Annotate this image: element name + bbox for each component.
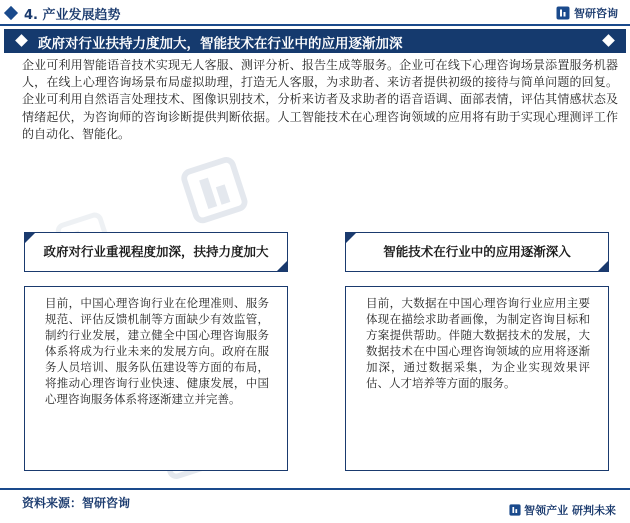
left-panel-heading-text: 政府对行业重视程度加深，扶持力度加大: [43, 244, 269, 259]
right-panel-body: 目前，大数据在中国心理咨询行业应用主要体现在描绘求助者画像，为制定咨询目标和方案提供帮助。伴随大数据技术的发展，大数据技术在中国心理咨询领域的应用将逐渐加深，通过数据采集，为企业实现效果评估、人才培养等方面的服务。: [366, 296, 590, 390]
right-panel-heading-text: 智能技术在行业中的应用逐渐深入: [383, 244, 571, 259]
banner-diamond-icon: [602, 34, 615, 47]
left-panel-heading: [24, 232, 288, 272]
section-title: 4. 产业发展趋势: [24, 8, 121, 23]
footer-slogan: [509, 502, 616, 518]
corner-triangle-icon: [597, 260, 609, 272]
brand: [556, 5, 618, 21]
footer-slogan-text: 智领产业 研判未来: [524, 504, 616, 517]
corner-triangle-icon: [345, 232, 357, 244]
intro-paragraph: 企业可利用智能语音技术实现无人客服、测评分析、报告生成等服务。企业可在线下心理咨询场景添置服务机器人，在线上心理咨询场景布局虚拟助理，打造无人客服，为求助者、来访者提供初级的接待与简单问题的回复。企业可利用自然语言处理技术、图像识别技术，分析来访者及求助者的语音语调、面部表情，评估其情感状态及情绪起伏，为咨询师的咨询诊断提供判断依据。人工智能技术在心理咨询领域的应用将有助于实现心理测评工作的自动化、智能化。: [22, 58, 618, 141]
footer-divider: [0, 488, 630, 490]
left-panel: [24, 286, 288, 471]
right-panel-heading: [345, 232, 609, 272]
corner-triangle-icon: [24, 232, 36, 244]
footer-logo-icon: [509, 504, 521, 516]
title-banner: [4, 29, 626, 53]
watermark-brand-icon: [177, 152, 253, 228]
brand-logo-icon: [556, 6, 570, 20]
corner-triangle-icon: [276, 260, 288, 272]
watermark-logo: [177, 152, 254, 231]
left-panel-body: 目前，中国心理咨询行业在伦理准则、服务规范、评估反馈机制等方面缺少有效监管，制约行业发展，建立健全中国心理咨询服务体系将成为行业未来的发展方向。政府在服务人员培训、服务队伍建设等方面的布局，将推动心理咨询行业快速、健康发展，中国心理咨询服务体系将逐渐建立并完善。: [45, 296, 269, 406]
source-note: 资料来源：智研咨询: [22, 496, 131, 510]
section-diamond-icon: [4, 6, 18, 20]
brand-name: 智研咨询: [574, 7, 618, 20]
right-panel: [345, 286, 609, 471]
header-divider: [0, 24, 630, 26]
banner-title: 政府对行业扶持力度加大，智能技术在行业中的应用逐渐加深: [38, 36, 403, 52]
banner-diamond-icon: [15, 34, 28, 47]
top-header: [0, 0, 630, 26]
